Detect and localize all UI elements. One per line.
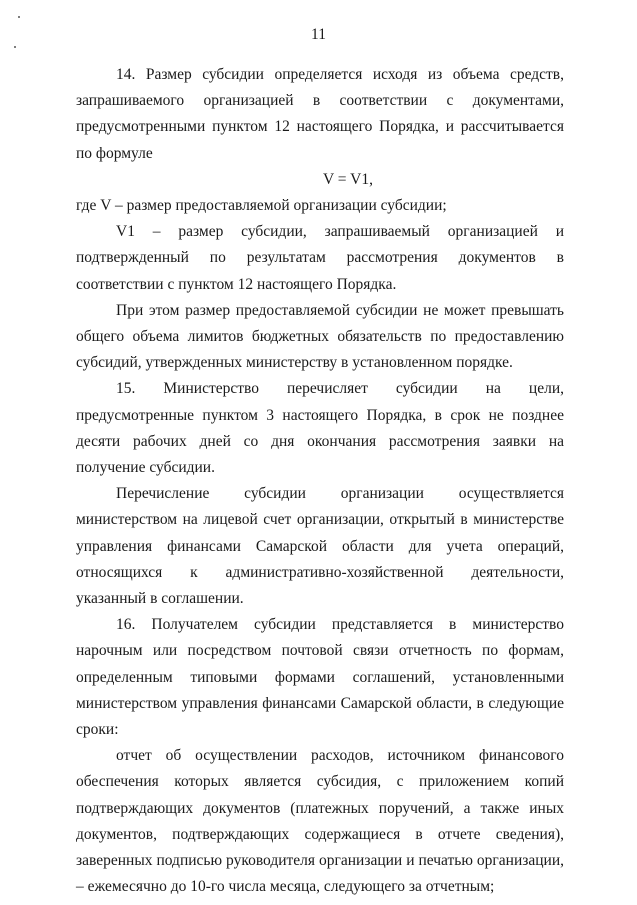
scan-artifact [18,16,20,18]
page-number: 11 [311,26,326,43]
paragraph-limit: При этом размер предоставляемой субсидии не может превышать общего объема лимитов бюджетных обязательств по предоставлению субсидий, утвержденных министерству в установленном порядке. [76,301,564,372]
definition-v1: V1 – размер субсидии, запрашиваемый организацией и подтвержденный по результатам рассмотрения документов в соответствии с пунктом 12 настоящего Порядка. [76,223,564,293]
definition-v: где V – размер предоставляемой организации субсидии; [76,197,447,215]
paragraph-transfer: Перечисление субсидии организации осуществляется министерством на лицевой счет организации, открытый в министерстве управления финансами Самарской области для учета операций, относящихся к административно-хозяйственной деятельности, указанный в соглашении. [76,485,564,608]
formula: V = V1, [323,170,373,188]
paragraph-report: отчет об осуществлении расходов, источником финансового обеспечения которых является субсидия, с приложением копий подтверждающих документов (платежных поручений, а также иных документов, подтверждающих содержащиеся в отчете сведения), заверенных подписью руководителя организации и печатью организации, – ежемесячно до 10-го числа месяца, следующего за отчетным; [76,747,564,896]
scan-artifact [14,46,16,48]
paragraph-14: 14. Размер субсидии определяется исходя из объема средств, запрашиваемого организацией в соответствии с документами, предусмотренными пунктом 12 настоящего Порядка, и рассчитывается по формуле [76,66,564,162]
paragraph-16: 16. Получателем субсидии представляется в министерство нарочным или посредством почтовой связи отчетность по формам, определенным типовыми формами соглашений, установленными министерством управления финансами Самарской области, в следующие сроки: [76,616,564,739]
paragraph-15: 15. Министерство перечисляет субсидии на цели, предусмотренные пунктом 3 настоящего Порядка, в срок не позднее десяти рабочих дней со дня окончания рассмотрения заявки на получение субсидии. [76,380,564,477]
document-body [76,62,564,901]
